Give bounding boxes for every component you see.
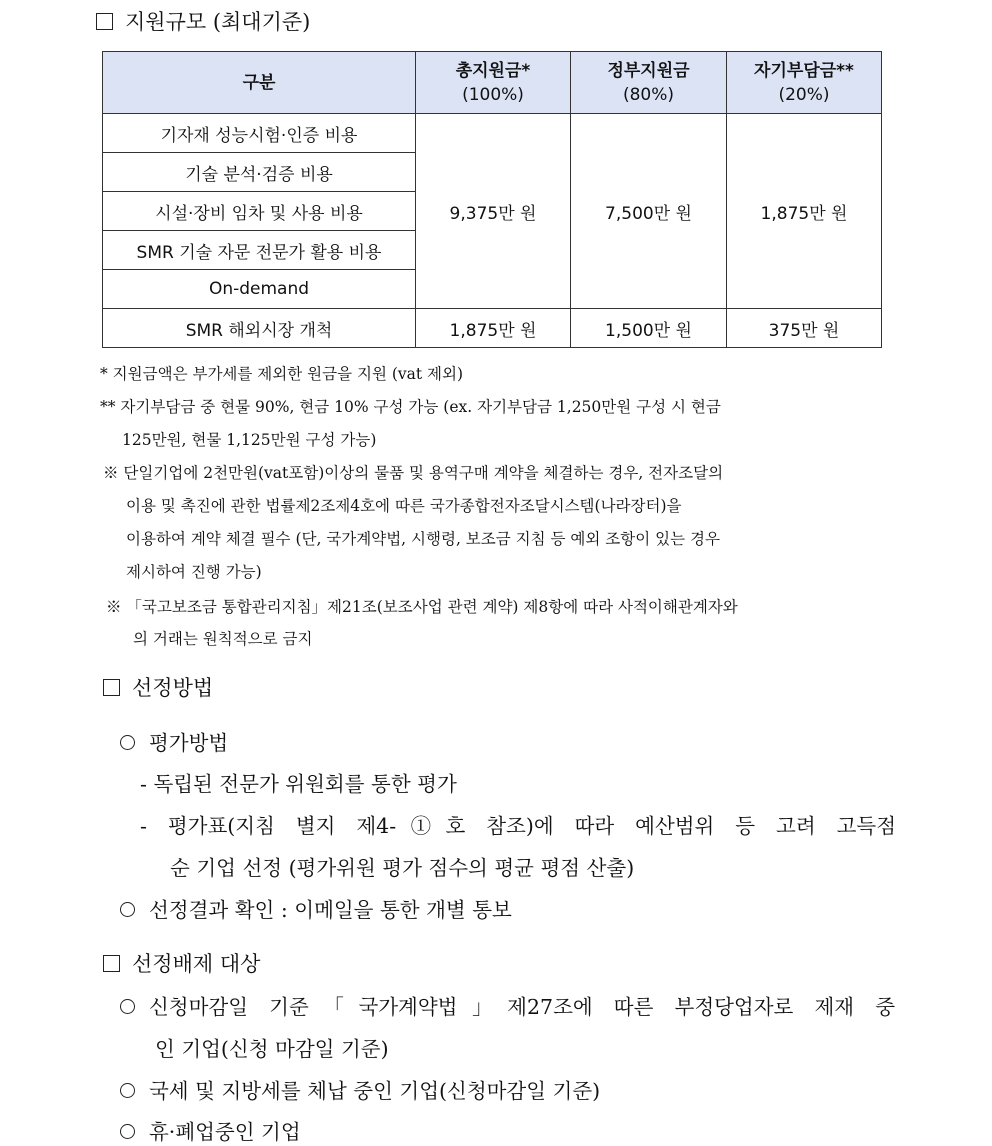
exclusion-item-2 [120,1074,600,1104]
table-row [103,114,882,153]
group-self-cell: 1,875만 원 [727,114,882,309]
exclusion-item-3 [120,1115,301,1145]
section-support-scale [96,6,310,36]
section-title: 선정방법 [132,676,214,700]
header-self: 자기부담금** (20%) [727,52,882,114]
note-1: * 지원금액은 부가세를 제외한 원금을 지원 (vat 제외) [100,365,464,383]
checkbox-square-icon [96,13,113,30]
note-2-line1: ** 자기부담금 중 현물 90%, 현금 10% 구성 가능 (ex. 자기부담금 1,250만원 구성 시 현금 [100,398,721,416]
gov-cell: 1,500만 원 [571,309,727,348]
category-cell: 기술 분석·검증 비용 [103,153,416,192]
exclusion-item-1-line2: 인 기업(신청 마감일 기준) [155,1037,389,1061]
checkbox-square-icon [103,955,120,972]
evaluation-sub-1: - 독립된 전문가 위원회를 통한 평가 [140,772,457,796]
category-cell: 시설·장비 임차 및 사용 비용 [103,192,416,231]
total-cell: 1,875만 원 [416,309,571,348]
checkbox-square-icon [103,679,120,696]
category-cell: 기자재 성능시험·인증 비용 [103,114,416,153]
exclusion-item-1-line1 [120,990,896,1020]
section-title: 선정배제 대상 [132,952,261,976]
note-3-line4: 제시하여 진행 가능) [126,563,262,581]
group-gov-cell: 7,500만 원 [571,114,727,309]
item-text: 휴·폐업중인 기업 [149,1120,301,1144]
section-exclusion-targets [103,948,260,978]
self-cell: 375만 원 [727,309,882,348]
item-text: 신청마감일 기준「국가계약법」제27조에 따른 부정당업자로 제재 중 [149,995,895,1019]
support-table [102,51,882,348]
category-cell: SMR 기술 자문 전문가 활용 비용 [103,231,416,270]
evaluation-sub-2-line2: 순 기업 선정 (평가위원 평가 점수의 평균 평점 산출) [170,856,635,880]
circle-bullet-icon [120,999,135,1014]
item-text: 평가방법 [149,731,229,755]
note-3-line1: ※ 단일기업에 2천만원(vat포함)이상의 물품 및 용역구매 계약을 체결하는 경우, 전자조달의 [103,464,724,482]
table-row [103,309,882,348]
header-total: 총지원금* (100%) [416,52,571,114]
note-4-line2: 의 거래는 원칙적으로 금지 [133,630,313,648]
note-3-line2: 이용 및 촉진에 관한 법률제2조제4호에 따른 국가종합전자조달시스템(나라장터)을 [126,497,682,515]
item-text: 선정결과 확인 : 이메일을 통한 개별 통보 [149,898,512,922]
result-notice-item [120,893,512,923]
circle-bullet-icon [120,902,135,917]
note-4-line1: ※ 「국고보조금 통합관리지침」제21조(보조사업 관련 계약) 제8항에 따라 사적이해관계자와 [106,598,738,616]
evaluation-sub-2-line1: - 평가표(지침 별지 제4-①호 참조)에 따라 예산범위 등 고려 고득점 [140,814,896,838]
table-header-row [103,52,882,114]
category-cell: SMR 해외시장 개척 [103,309,416,348]
category-cell: On-demand [103,270,416,309]
header-category: 구분 [103,52,416,114]
note-3-line3: 이용하여 계약 체결 필수 (단, 국가계약법, 시행령, 보조금 지침 등 예외 조항이 있는 경우 [126,530,720,548]
circle-bullet-icon [120,735,135,750]
circle-bullet-icon [120,1083,135,1098]
note-2-line2: 125만원, 현물 1,125만원 구성 가능) [122,431,377,449]
item-text: 국세 및 지방세를 체납 중인 기업(신청마감일 기준) [149,1079,601,1103]
evaluation-method-item [120,726,228,756]
header-gov: 정부지원금 (80%) [571,52,727,114]
group-total-cell: 9,375만 원 [416,114,571,309]
circle-bullet-icon [120,1124,135,1139]
section-title: 지원규모 (최대기준) [125,10,311,34]
section-selection-method [103,672,213,702]
